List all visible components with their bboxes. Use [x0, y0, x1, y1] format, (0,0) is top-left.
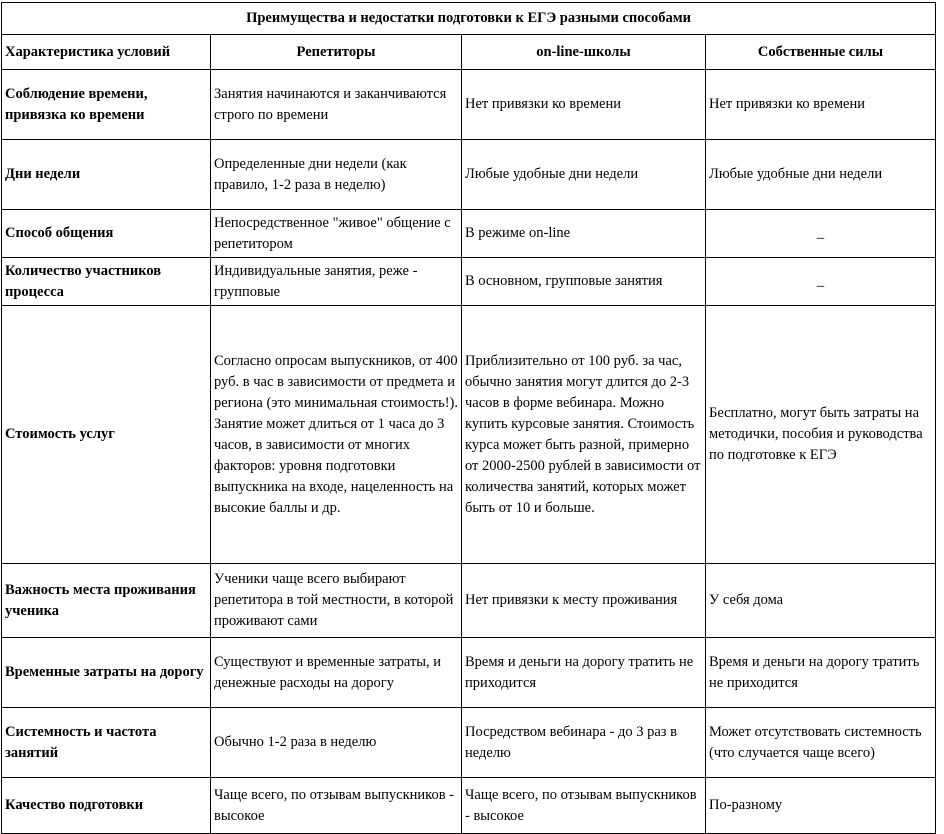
cell-self: У себя дома — [706, 564, 936, 638]
cell-self: Нет привязки ко времени — [706, 70, 936, 140]
cell-self: _ — [706, 258, 936, 306]
table-row — [2, 306, 936, 564]
table-row — [2, 258, 936, 306]
cell-tutors: Существуют и временные затраты, и денежные расходы на дорогу — [211, 638, 462, 708]
cell-online: Любые удобные дни недели — [462, 140, 706, 210]
table-row — [2, 210, 936, 258]
cell-tutors: Непосредственное "живое" общение с репетитором — [211, 210, 462, 258]
cell-tutors: Занятия начинаются и заканчиваются строго по времени — [211, 70, 462, 140]
row-label: Дни недели — [2, 140, 211, 210]
table-row — [2, 708, 936, 778]
title-row — [2, 3, 936, 35]
row-label: Способ общения — [2, 210, 211, 258]
table-row — [2, 140, 936, 210]
cell-tutors: Согласно опросам выпускников, от 400 руб. в час в зависимости от предмета и региона (это минимальная стоимость!). Занятие может длиться от 1 часа до 3 часов, в зависимости от многих факторов: уровня подготовки выпускника на входе, нацеленность на высокие баллы и др. — [211, 306, 462, 564]
header-online-schools: on-line-школы — [462, 35, 706, 70]
cell-tutors: Чаще всего, по отзывам выпускников - высокое — [211, 778, 462, 834]
table-row — [2, 70, 936, 140]
cell-self: Время и деньги на дорогу тратить не приходится — [706, 638, 936, 708]
row-label: Временные затраты на дорогу — [2, 638, 211, 708]
header-self-study: Собственные силы — [706, 35, 936, 70]
table-title: Преимущества и недостатки подготовки к ЕГЭ разными способами — [2, 3, 936, 35]
cell-tutors: Индивидуальные занятия, реже - групповые — [211, 258, 462, 306]
cell-online: Чаще всего, по отзывам выпускников - высокое — [462, 778, 706, 834]
cell-online: Нет привязки к месту проживания — [462, 564, 706, 638]
cell-self: Может отсутствовать системность (что случается чаще всего) — [706, 708, 936, 778]
cell-self: _ — [706, 210, 936, 258]
row-label: Количество участников процесса — [2, 258, 211, 306]
row-label: Стоимость услуг — [2, 306, 211, 564]
cell-tutors: Ученики чаще всего выбирают репетитора в той местности, в которой проживают сами — [211, 564, 462, 638]
row-label: Качество подготовки — [2, 778, 211, 834]
table-row — [2, 564, 936, 638]
cell-online: Время и деньги на дорогу тратить не приходится — [462, 638, 706, 708]
row-label: Системность и частота занятий — [2, 708, 211, 778]
cell-tutors: Обычно 1-2 раза в неделю — [211, 708, 462, 778]
cell-tutors: Определенные дни недели (как правило, 1-2 раза в неделю) — [211, 140, 462, 210]
table-row — [2, 638, 936, 708]
header-characteristic: Характеристика условий — [2, 35, 211, 70]
cell-self: По-разному — [706, 778, 936, 834]
cell-online: В основном, групповые занятия — [462, 258, 706, 306]
header-tutors: Репетиторы — [211, 35, 462, 70]
header-row — [2, 35, 936, 70]
row-label: Соблюдение времени, привязка ко времени — [2, 70, 211, 140]
table-row — [2, 778, 936, 834]
cell-online: Приблизительно от 100 руб. за час, обычно занятия могут длится до 2-3 часов в форме вебинара. Можно купить курсовые занятия. Стоимость курса может быть разной, примерно от 2000-2500 рублей в зависимости от количества занятий, которых может быть от 10 и больше. — [462, 306, 706, 564]
cell-self: Бесплатно, могут быть затраты на методички, пособия и руководства по подготовке к ЕГЭ — [706, 306, 936, 564]
cell-online: Посредством вебинара - до 3 раз в неделю — [462, 708, 706, 778]
cell-online: В режиме on-line — [462, 210, 706, 258]
comparison-table — [1, 2, 936, 834]
cell-online: Нет привязки ко времени — [462, 70, 706, 140]
cell-self: Любые удобные дни недели — [706, 140, 936, 210]
row-label: Важность места проживания ученика — [2, 564, 211, 638]
